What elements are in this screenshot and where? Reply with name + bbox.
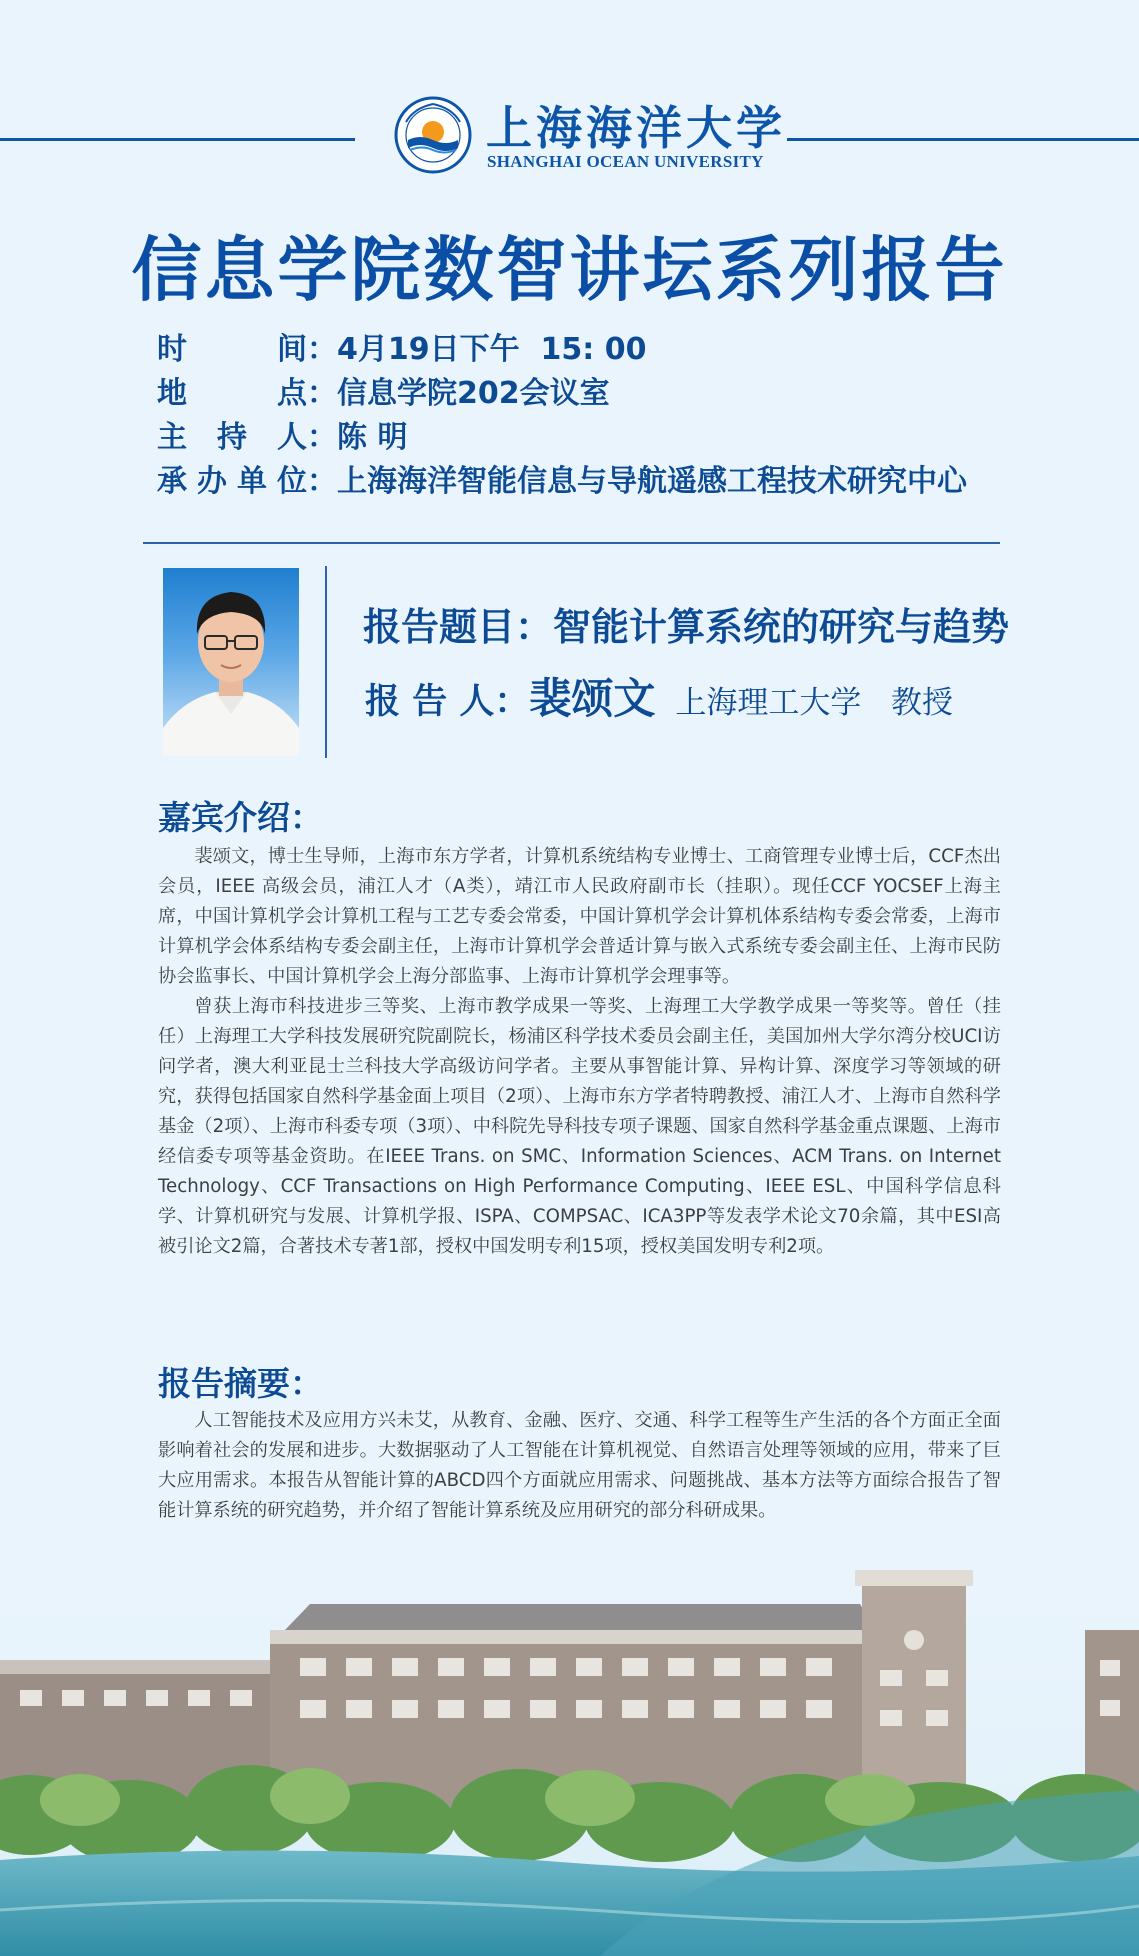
university-seal-icon: [394, 96, 472, 174]
speaker-name: 裴颂文: [529, 674, 656, 723]
university-name-en: SHANGHAI OCEAN UNIVERSITY: [487, 152, 764, 171]
info-label: 承 办 单 位: [157, 464, 307, 499]
bio-heading: 嘉宾介绍：: [158, 798, 323, 837]
info-label: 地 点: [157, 376, 307, 411]
university-name-cn: 上海海洋大学: [486, 101, 786, 155]
info-row-location: 地 点 ： 信息学院202会议室: [157, 372, 967, 416]
speaker-line: [365, 666, 953, 726]
bio-paragraph: 裴颂文，博士生导师，上海市东方学者，计算机系统结构专业博士、工商管理专业博士后，CCF杰出会员，IEEE 高级会员，浦江人才（A类），靖江市人民政府副市长（挂职）。现任CCF YOCSEF上海主席，中国计算机学会计算机工程与工艺专委会常委，中国计算机学会计算机体系结构专委会常委，上海市计算机学会体系结构专委会副主任，上海市计算机学会普适计算与嵌入式系统专委会副主任、上海市民防协会监事长、中国计算机学会上海分部监事、上海市计算机学会理事等。: [158, 846, 1001, 987]
info-row-time: 时 间 ： 4月19日下午 15: 00: [157, 328, 967, 372]
info-value-location: 信息学院202会议室: [337, 376, 610, 411]
campus-building-image: [0, 1560, 1139, 1956]
info-value-organizer: 上海海洋智能信息与导航遥感工程技术研究中心: [337, 464, 967, 499]
header-rule-left: [0, 138, 355, 141]
event-info: [157, 328, 967, 504]
speaker-label: 报 告 人：: [365, 682, 530, 722]
header-rule-right: [787, 138, 1139, 141]
speaker-photo: [163, 568, 299, 756]
speaker-affiliation: 上海理工大学 教授: [675, 685, 953, 721]
info-row-organizer: 承 办 单 位 ： 上海海洋智能信息与导航遥感工程技术研究中心: [157, 460, 967, 504]
talk-title-text: 智能计算系统的研究与趋势: [553, 605, 1010, 649]
abstract-heading: 报告摘要：: [158, 1364, 323, 1403]
abstract-text: [158, 1406, 1001, 1526]
info-label: 时 间: [157, 332, 307, 367]
bio-text: [158, 842, 1001, 1262]
info-value-host: 陈 明: [337, 420, 408, 455]
info-value-time: 4月19日下午 15: 00: [337, 332, 647, 367]
abstract-paragraph: 人工智能技术及应用方兴未艾，从教育、金融、医疗、交通、科学工程等生产生活的各个方面正全面影响着社会的发展和进步。大数据驱动了人工智能在计算机视觉、自然语言处理等领域的应用，带来了巨大应用需求。本报告从智能计算的ABCD四个方面就应用需求、问题挑战、基本方法等方面综合报告了智能计算系统的研究趋势，并介绍了智能计算系统及应用研究的部分科研成果。: [158, 1410, 1001, 1521]
section-divider: [143, 542, 1000, 544]
talk-title: [363, 596, 1009, 651]
info-label: 主 持 人: [157, 420, 307, 455]
speaker-divider: [325, 566, 327, 758]
talk-title-label: 报告题目：: [363, 605, 554, 649]
info-row-host: 主 持 人 ： 陈 明: [157, 416, 967, 460]
page-title: 信息学院数智讲坛系列报告: [131, 229, 1008, 311]
bio-paragraph: 曾获上海市科技进步三等奖、上海市教学成果一等奖、上海理工大学教学成果一等奖等。曾任（挂任）上海理工大学科技发展研究院副院长，杨浦区科学技术委员会副主任，美国加州大学尔湾分校UCI访问学者，澳大利亚昆士兰科技大学高级访问学者。主要从事智能计算、异构计算、深度学习等领域的研究，获得包括国家自然科学基金面上项目（2项）、上海市东方学者特聘教授、浦江人才、上海市自然科学基金（2项）、上海市科委专项（3项）、中科院先导科技专项子课题、国家自然科学基金重点课题、上海市经信委专项等基金资助。在IEEE Trans. on SMC、Information Sciences、ACM Trans. on Internet Technology、CCF Transactions on High Performance Computing、IEEE ESL、中国科学信息科学、计算机研究与发展、计算机学报、ISPA、COMPSAC、ICA3PP等发表学术论文70余篇，其中ESI高被引论文2篇，合著技术专著1部，授权中国发明专利15项，授权美国发明专利2项。: [158, 996, 1001, 1257]
